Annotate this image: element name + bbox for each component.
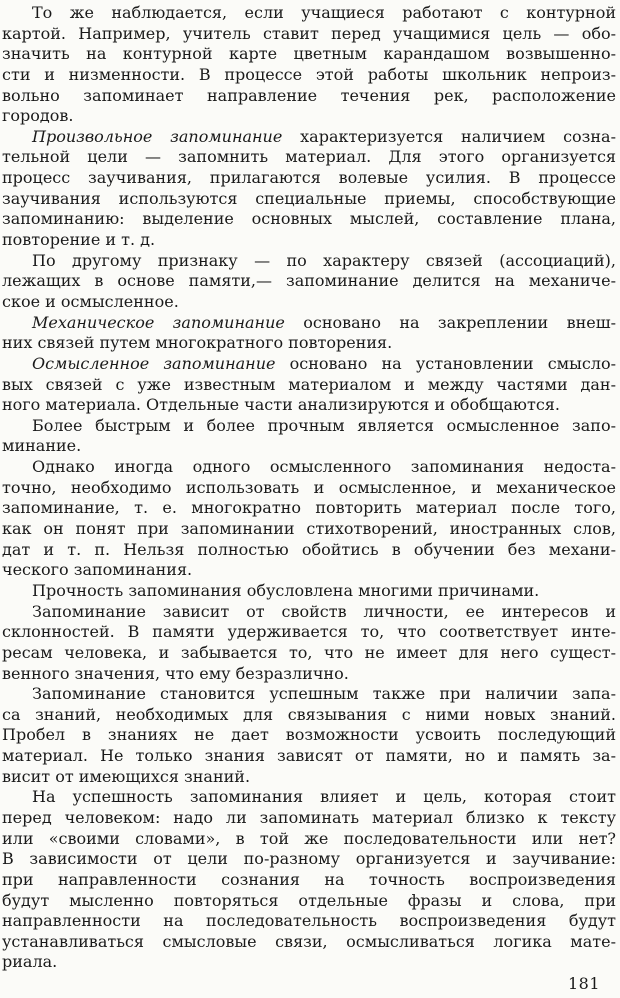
text-column — [2, 3, 616, 973]
page-number: 181 — [567, 974, 600, 993]
text-line: ческого запоминания. — [2, 560, 193, 580]
text-line: По другому признаку — по характеру связей (ассоциаций), — [32, 250, 616, 270]
text-line: будут мысленно повторяться отдельные фразы и слова, при — [2, 890, 616, 910]
text-line: Прочность запоминания обусловлена многими причинами. — [32, 580, 540, 600]
text-line: венного значения, что ему безразлично. — [2, 663, 349, 683]
text-line: материал. Не только знания зависят от памяти, но и память за- — [2, 746, 616, 766]
text-line: Осмысленное запоминание основано на установлении смысло- — [32, 353, 617, 373]
text-line: городов. — [2, 106, 74, 126]
text-line: как он понят при запоминании стихотворений, иностранных слов, — [2, 519, 616, 539]
text-line: повторение и т. д. — [2, 230, 156, 250]
text-line: Произвольное запоминание характеризуется наличием созна- — [32, 126, 616, 146]
text-line: запоминание, т. е. многократно повторить материал после того, — [2, 498, 616, 518]
text-line: Запоминание зависит от свойств личности, ее интересов и — [32, 601, 616, 621]
text-line: То же наблюдается, если учащиеся работают с контурной — [32, 3, 616, 22]
text-line: процесс заучивания, прилагаются волевые усилия. В процессе — [2, 168, 616, 188]
text-line: заучивания используются специальные приемы, способствующие — [2, 188, 616, 208]
text-line: Механическое запоминание основано на закреплении внеш- — [32, 312, 616, 332]
text-line: вольно запоминает направление течения рек, расположение — [2, 85, 616, 105]
text-line: са знаний, необходимых для связывания с ними новых знаний. — [2, 704, 616, 724]
text-line: склонностей. В памяти удерживается то, что соответствует инте- — [2, 622, 616, 642]
text-line: ресам человека, и забывается то, что не имеет для него сущест- — [2, 642, 616, 662]
text-line: них связей путем многократного повторения. — [2, 333, 393, 353]
text-line: На успешность запоминания влияет и цель, которая стоит — [32, 787, 616, 807]
text-line: дат и т. п. Нельзя полностью обойтись в обучении без механи- — [2, 539, 616, 559]
text-line: риала. — [2, 952, 58, 972]
text-line: висит от имеющихся знаний. — [2, 766, 251, 786]
text-line: Запоминание становится успешным также при наличии запа- — [32, 684, 616, 704]
italic-term: Механическое запоминание — [32, 312, 285, 332]
text-line: сти и низменности. В процессе этой работы школьник непроиз- — [2, 64, 616, 84]
text-line: устанавливаться смысловые связи, осмысливаться логика мате- — [2, 931, 616, 951]
text-line: значить на контурной карте цветным карандашом возвышенно- — [2, 44, 616, 64]
italic-term: Осмысленное запоминание — [32, 353, 276, 373]
text-line: ного материала. Отдельные части анализируются и обобщаются. — [2, 395, 560, 415]
text-line: тельной цели — запомнить материал. Для этого организуется — [2, 147, 616, 167]
text-line: точно, необходимо использовать и осмысленное, и механическое — [2, 477, 616, 497]
text-line: перед человеком: надо ли запоминать материал близко к тексту — [2, 807, 616, 827]
text-line: запоминанию: выделение основных мыслей, составление плана, — [2, 209, 616, 229]
text-line: направленности на последовательность воспроизведения будут — [2, 911, 616, 931]
text-line: или «своими словами», в той же последовательности или нет? — [2, 828, 616, 848]
text-line: картой. Например, учитель ставит перед учащимися цель — обо- — [2, 23, 616, 43]
text-line: Пробел в знаниях не дает возможности усвоить последующий — [2, 725, 616, 745]
text-line: Более быстрым и более прочным является осмысленное запо- — [32, 415, 616, 435]
text-line: при направленности сознания на точность воспроизведения — [2, 869, 616, 889]
text-line: Однако иногда одного осмысленного запоминания недоста- — [32, 457, 616, 477]
text-line: вых связей с уже известным материалом и между частями дан- — [2, 374, 616, 394]
text-line: лежащих в основе памяти,— запоминание делится на механиче- — [2, 271, 616, 291]
text-line: минание. — [2, 436, 82, 456]
text-line: В зависимости от цели по-разному организуется и заучивание: — [2, 849, 616, 869]
italic-term: Произвольное запоминание — [32, 126, 283, 146]
text-line: ское и осмысленное. — [2, 291, 179, 311]
